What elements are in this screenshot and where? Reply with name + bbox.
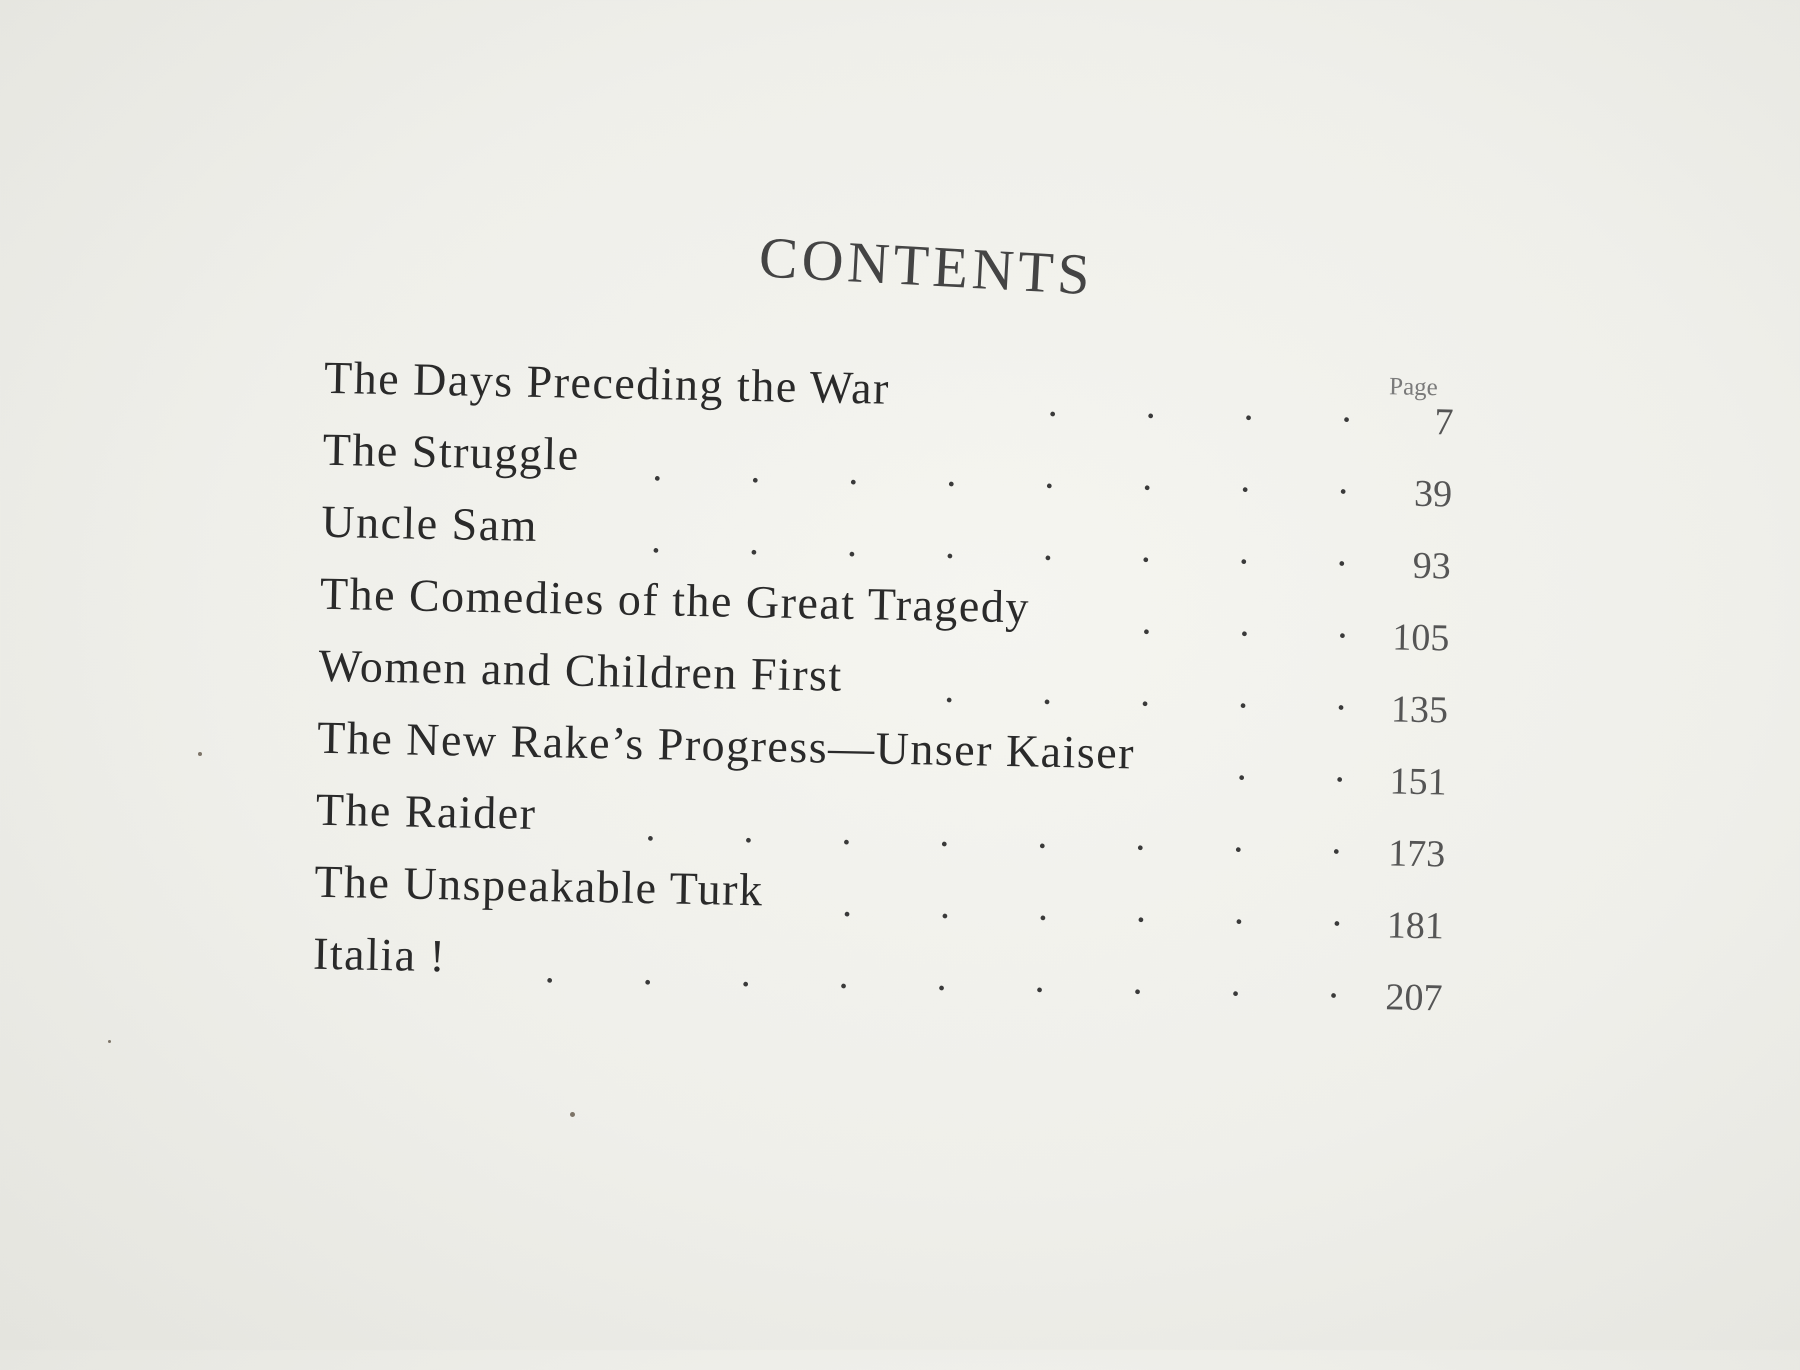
dot-leader: . . . . bbox=[1047, 379, 1353, 431]
paper-speck bbox=[570, 1112, 575, 1117]
entry-page-number: 207 bbox=[1385, 976, 1443, 1020]
entry-page-number: 105 bbox=[1391, 616, 1450, 660]
entry-title: The Unspeakable Turk bbox=[314, 855, 764, 916]
entry-title: Uncle Sam bbox=[320, 495, 539, 551]
entry-title: The Days Preceding the War bbox=[323, 351, 891, 414]
contents-heading: CONTENTS bbox=[757, 224, 1096, 308]
entry-page-number: 151 bbox=[1389, 760, 1448, 804]
entry-title: Women and Children First bbox=[318, 639, 844, 701]
entry-page-number: 181 bbox=[1386, 904, 1445, 948]
entry-title: The Struggle bbox=[322, 423, 581, 480]
dot-leader: . . . . . . . . bbox=[650, 516, 1348, 575]
entry-page-number: 7 bbox=[1434, 401, 1454, 444]
entry-title: The Comedies of the Great Tragedy bbox=[319, 567, 1031, 633]
entry-page-number: 173 bbox=[1387, 832, 1446, 876]
entry-title: The Raider bbox=[315, 783, 537, 839]
dot-leader: . . . . . . . . . bbox=[544, 946, 1340, 1007]
page-column-label: Page bbox=[1388, 373, 1439, 402]
entry-page-number: 135 bbox=[1390, 688, 1449, 732]
entry-title: Italia ! bbox=[312, 927, 447, 982]
paper-speck bbox=[198, 752, 202, 756]
dot-leader: . . bbox=[1236, 743, 1346, 791]
entry-page-number: 93 bbox=[1412, 544, 1452, 588]
paper-speck bbox=[108, 1040, 111, 1043]
entry-page-number: 39 bbox=[1413, 472, 1453, 516]
dot-leader: . . . . . . bbox=[841, 879, 1343, 935]
dot-leader: . . . bbox=[1141, 597, 1349, 647]
dot-leader: . . . . . . . . bbox=[652, 444, 1349, 503]
dot-leader: . . . . . . . . bbox=[645, 804, 1342, 863]
entry-title: The New Rake’s Progress—Unser Kaiser bbox=[316, 711, 1136, 779]
dot-leader: . . . . . bbox=[943, 665, 1347, 719]
